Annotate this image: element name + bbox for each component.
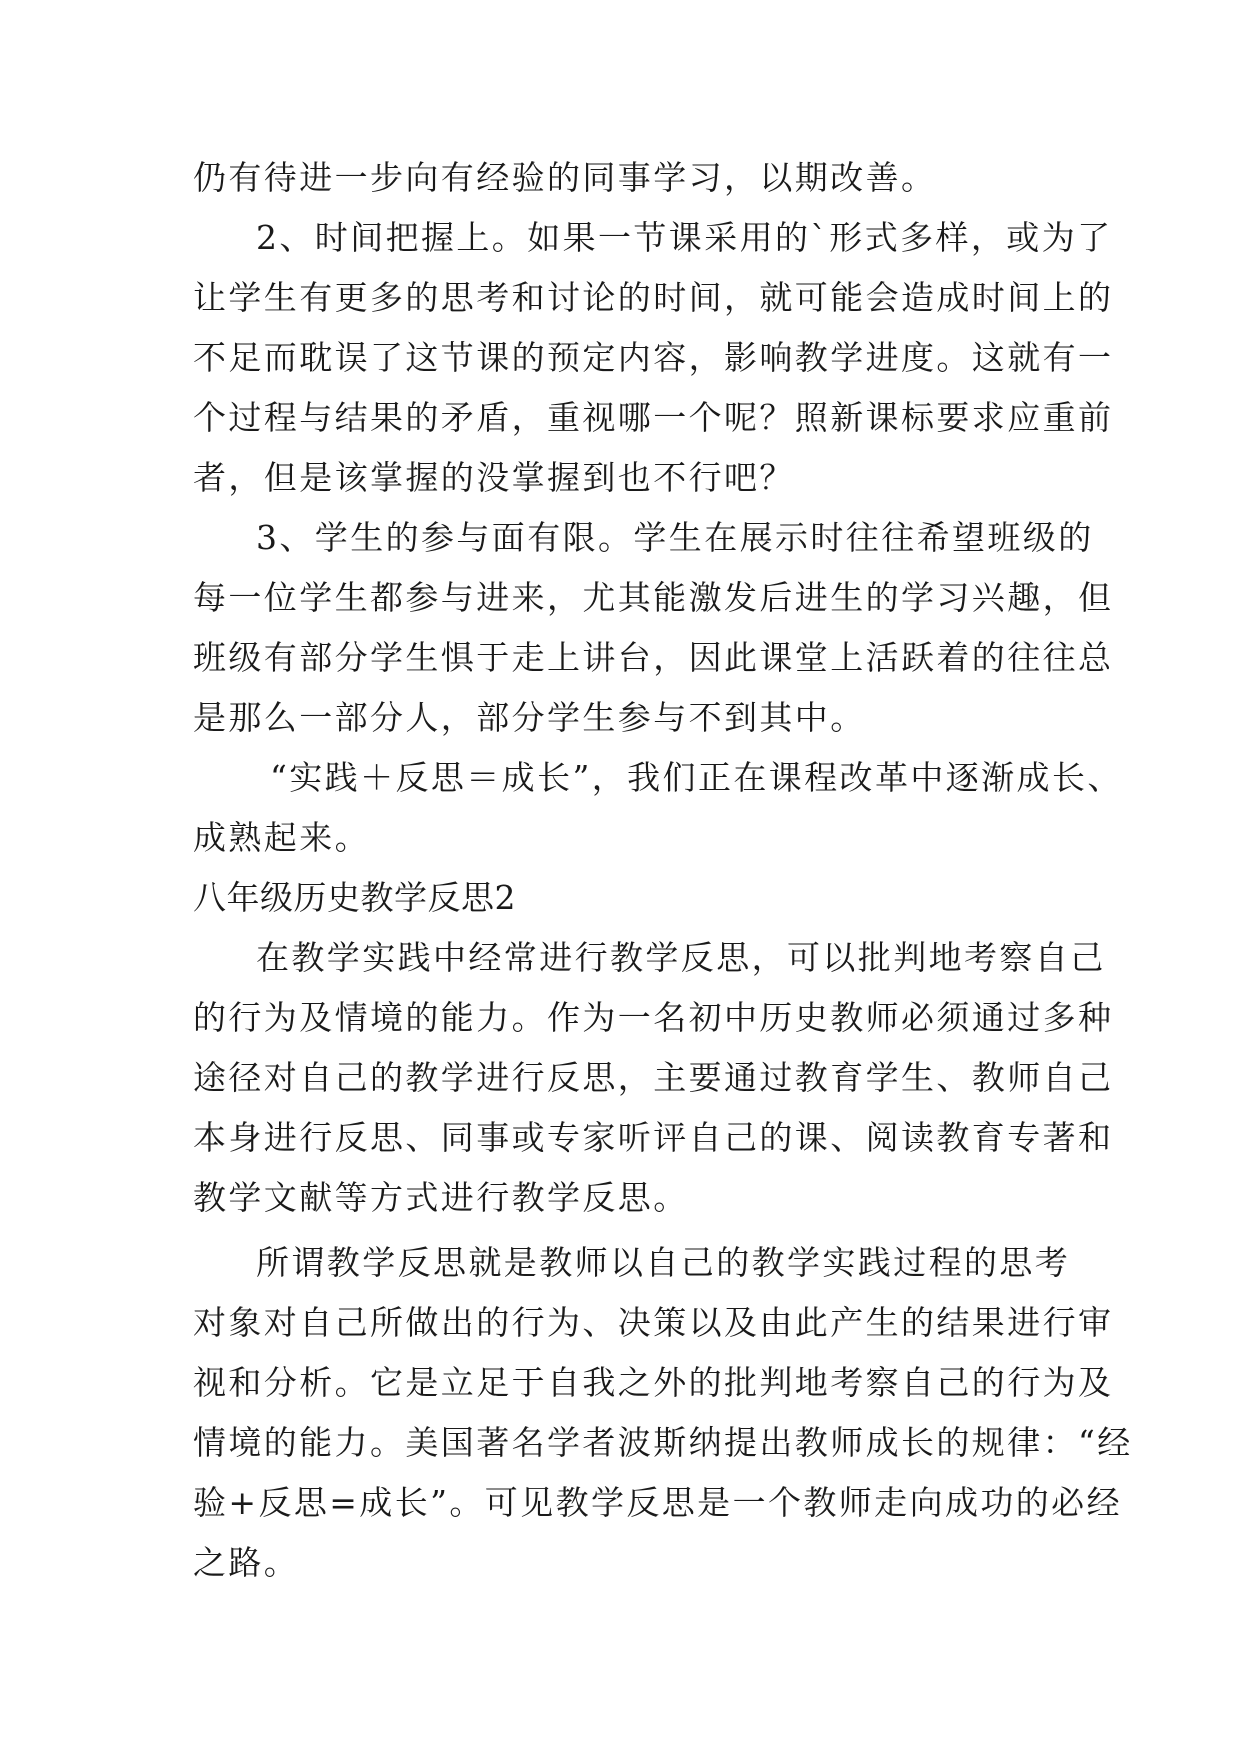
text-line: 仍有待进一步向有经验的同事学习，以期改善。 — [193, 158, 937, 197]
text-line: 成熟起来。 — [193, 818, 370, 857]
text-line: 不足而耽误了这节课的预定内容，影响教学进度。这就有一 — [193, 338, 1114, 377]
text-line: 在教学实践中经常进行教学反思，可以批判地考察自己 — [256, 938, 1106, 977]
text-line: 途径对自己的教学进行反思，主要通过教育学生、教师自己 — [193, 1058, 1114, 1097]
text-line: 班级有部分学生惧于走上讲台，因此课堂上活跃着的往往总 — [193, 638, 1114, 677]
text-line: “实践＋反思＝成长”，我们正在课程改革中逐渐成长、 — [270, 758, 1123, 797]
text-line: 情境的能力。美国著名学者波斯纳提出教师成长的规律：“经 — [193, 1423, 1133, 1462]
text-line: 所谓教学反思就是教师以自己的教学实践过程的思考 — [256, 1243, 1071, 1282]
text-line: 对象对自己所做出的行为、决策以及由此产生的结果进行审 — [193, 1303, 1114, 1342]
text-line: 验+反思=成长”。可见教学反思是一个教师走向成功的必经 — [193, 1483, 1122, 1522]
text-line: 视和分析。它是立足于自我之外的批判地考察自己的行为及 — [193, 1363, 1114, 1402]
text-line: 每一位学生都参与进来，尤其能激发后进生的学习兴趣，但 — [193, 578, 1114, 617]
text-line: 之路。 — [193, 1543, 300, 1582]
text-line: 是那么一部分人，部分学生参与不到其中。 — [193, 698, 866, 737]
section-heading: 八年级历史教学反思2 — [193, 878, 516, 917]
text-line: 本身进行反思、同事或专家听评自己的课、阅读教育专著和 — [193, 1118, 1114, 1157]
text-line: 个过程与结果的矛盾，重视哪一个呢？照新课标要求应重前 — [193, 398, 1114, 437]
text-line: 者，但是该掌握的没掌握到也不行吧？ — [193, 458, 795, 497]
text-line: 让学生有更多的思考和讨论的时间，就可能会造成时间上的 — [193, 278, 1114, 317]
text-line: 2、时间把握上。如果一节课采用的`形式多样，或为了 — [256, 218, 1113, 257]
text-line: 的行为及情境的能力。作为一名初中历史教师必须通过多种 — [193, 998, 1114, 1037]
text-line: 3、学生的参与面有限。学生在展示时往往希望班级的 — [256, 518, 1094, 557]
text-line: 教学文献等方式进行教学反思。 — [193, 1178, 689, 1217]
